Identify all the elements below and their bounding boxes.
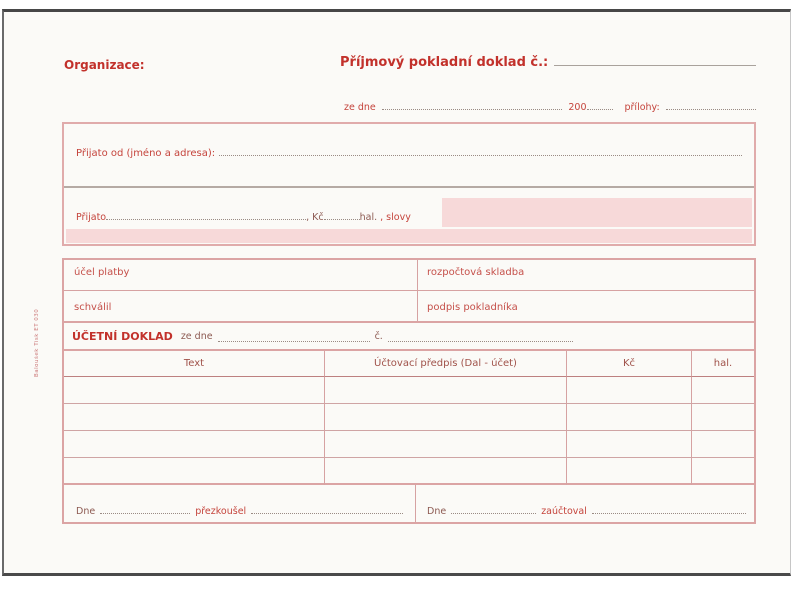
- accounting-doc-box: [62, 323, 756, 351]
- footer-date-label: Dne: [427, 505, 447, 517]
- form-print-code: Baloušek Tisk ET 030: [34, 308, 40, 377]
- accounting-doc-row: [72, 323, 602, 349]
- amount-row: [76, 208, 448, 223]
- table-cell: [692, 431, 754, 458]
- received-label: Přijato: [76, 212, 107, 223]
- table-cell: [64, 458, 325, 485]
- accounting-number-label: č.: [374, 330, 383, 342]
- currency-label: , Kč: [306, 212, 324, 223]
- scanned-form-page: [2, 9, 791, 576]
- received-from-line: [219, 144, 742, 156]
- organization-label: Organizace:: [64, 58, 145, 72]
- haler-label: hal.: [359, 212, 378, 223]
- table-cell: [64, 377, 325, 404]
- footer-posted-label: zaúčtoval: [541, 505, 587, 517]
- footer-checked-label: přezkoušel: [195, 505, 247, 517]
- table-cell: [325, 404, 567, 431]
- cashier-signature-label: podpis pokladníka: [427, 302, 518, 313]
- form-title-row: [340, 54, 756, 70]
- details-row-divider: [64, 290, 754, 291]
- footer-posted-cell: [415, 485, 754, 522]
- accounting-number-line: [388, 331, 573, 342]
- footer-posted-line: [592, 503, 746, 514]
- document-number-line: [554, 54, 756, 66]
- form-title: Příjmový pokladní doklad č.:: [340, 55, 549, 70]
- address-second-line: [64, 186, 754, 188]
- table-cell: [325, 377, 567, 404]
- date-row: [344, 98, 756, 113]
- table-cell: [692, 377, 754, 404]
- table-cell: [64, 404, 325, 431]
- table-cell: [325, 458, 567, 485]
- table-cell: [567, 404, 692, 431]
- column-header-haler: hal.: [692, 351, 754, 377]
- approved-by-label: schválil: [74, 302, 112, 313]
- amount-line: [106, 208, 306, 220]
- footer-date-label: Dne: [76, 505, 96, 517]
- table-cell: [567, 377, 692, 404]
- accounting-date-label: ze dne: [180, 330, 213, 342]
- table-cell: [692, 458, 754, 485]
- footer-box: [62, 485, 756, 524]
- accounting-doc-title: ÚČETNÍ DOKLAD: [72, 329, 173, 343]
- table-cell: [692, 404, 754, 431]
- attachments-label: přílohy:: [624, 102, 660, 113]
- column-header-text: Text: [64, 351, 325, 377]
- received-box: [62, 122, 756, 246]
- attachments-line: [666, 98, 756, 110]
- in-words-label: , slovy: [380, 212, 411, 223]
- haler-line: [324, 208, 360, 220]
- date-label: ze dne: [344, 102, 376, 113]
- footer-checked-line: [251, 503, 403, 514]
- amount-words-highlight: [442, 198, 752, 227]
- accounting-date-line: [218, 331, 370, 342]
- entries-table: [62, 351, 756, 485]
- column-header-accounting-rule: Účtovací předpis (Dal - účet): [325, 351, 567, 377]
- column-header-amount-kc: Kč: [567, 351, 692, 377]
- received-from-row: [76, 144, 742, 159]
- year-line: [587, 98, 613, 110]
- date-line: [382, 98, 563, 110]
- footer-checked-cell: [64, 485, 415, 522]
- budget-structure-label: rozpočtová skladba: [427, 267, 525, 278]
- table-cell: [325, 431, 567, 458]
- year-prefix: 200: [568, 102, 587, 113]
- amount-words-highlight-band: [66, 229, 752, 243]
- table-cell: [567, 458, 692, 485]
- received-from-label: Přijato od (jméno a adresa):: [76, 148, 216, 159]
- table-cell: [64, 431, 325, 458]
- table-cell: [567, 431, 692, 458]
- payment-purpose-label: účel platby: [74, 267, 130, 278]
- footer-date-line: [100, 503, 190, 514]
- details-box: [62, 258, 756, 323]
- footer-date-line: [451, 503, 536, 514]
